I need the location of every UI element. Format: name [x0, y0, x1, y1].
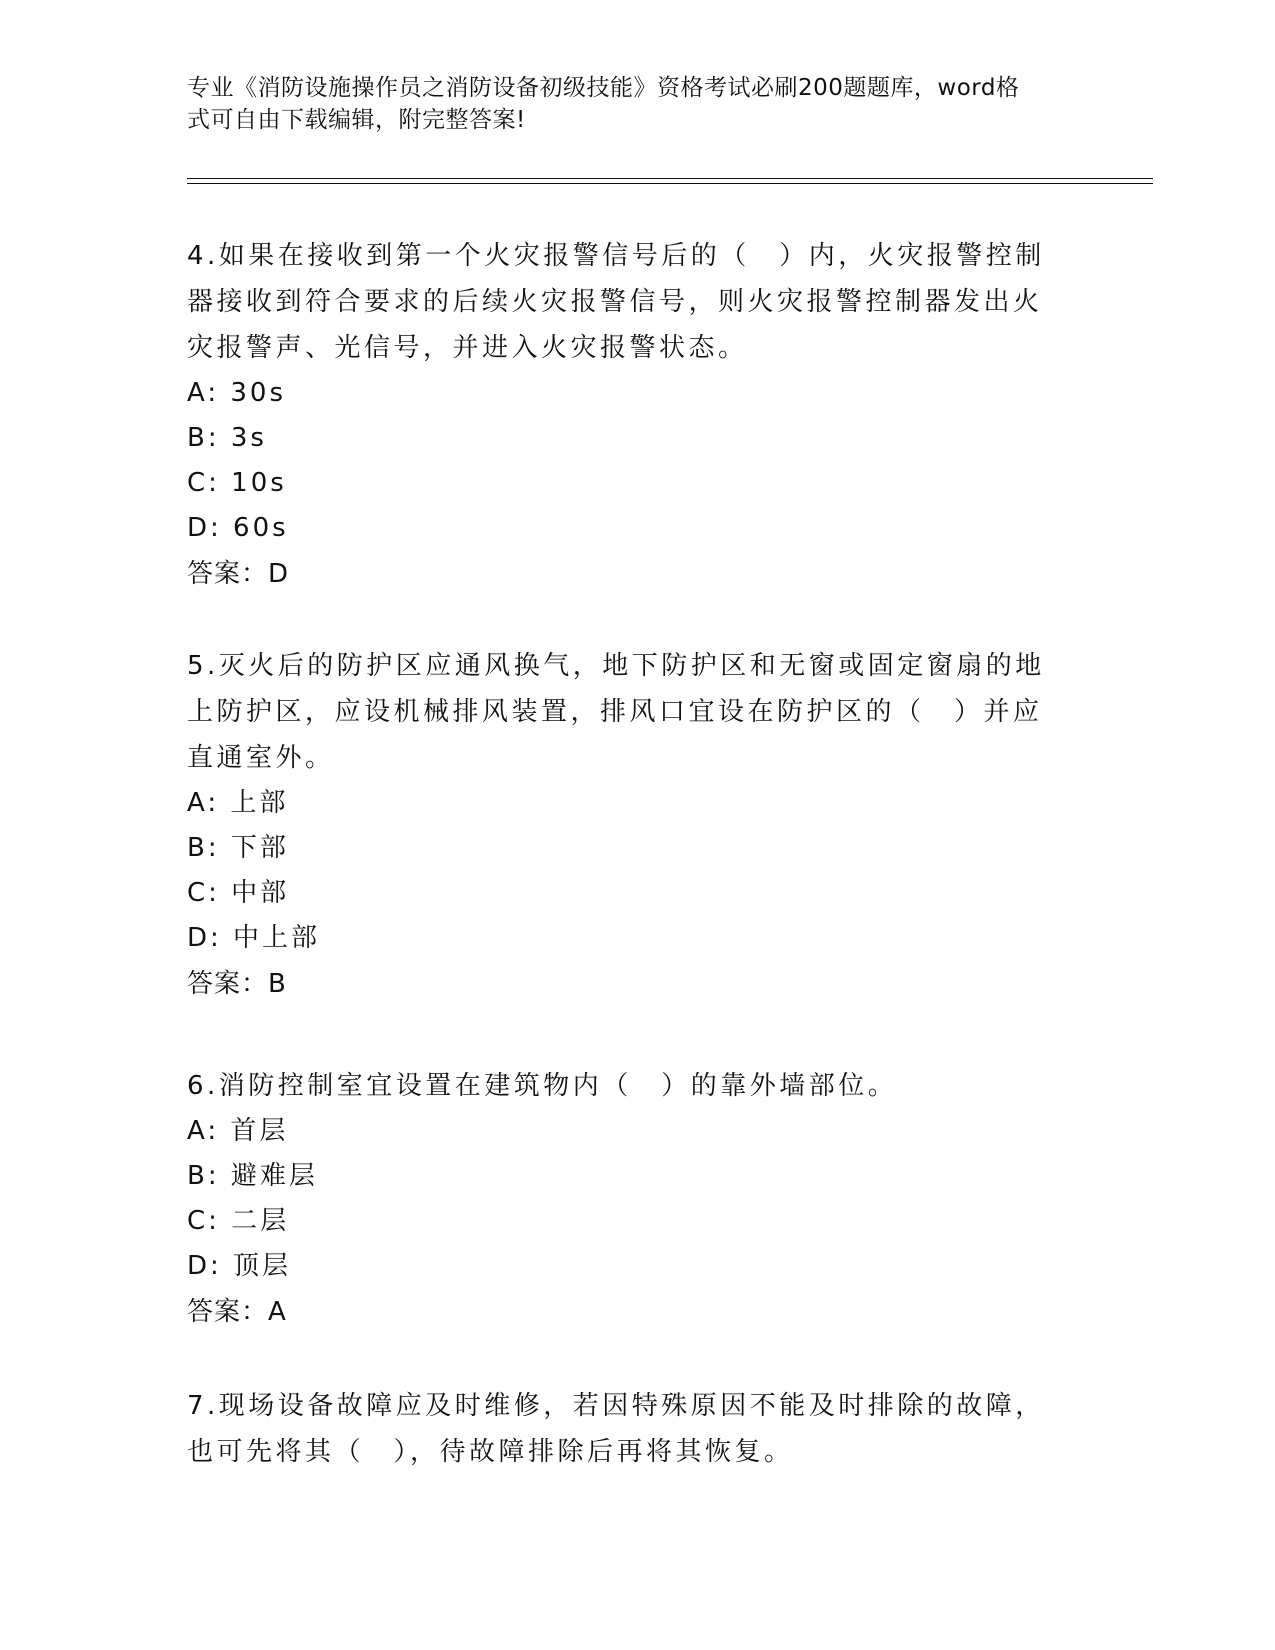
- option-c: C: 中部: [187, 878, 290, 908]
- option-b: B: 避难层: [187, 1161, 318, 1191]
- header-divider-top: [187, 178, 1153, 179]
- question-stem: 6.消防控制室宜设置在建筑物内（ ）的靠外墙部位。: [187, 1071, 898, 1101]
- option-d: D: 中上部: [187, 923, 321, 953]
- answer-line: 答案：A: [187, 1297, 287, 1327]
- header-line-2: 式可自由下载编辑，附完整答案!: [187, 107, 526, 133]
- option-d: D: 顶层: [187, 1251, 292, 1281]
- header-line-1: 专业《消防设施操作员之消防设备初级技能》资格考试必刷200题题库，word格: [187, 75, 1020, 101]
- question-6: [187, 1063, 1067, 1335]
- question-stem: 7.现场设备故障应及时维修，若因特殊原因不能及时排除的故障，也可先将其（ ），待故障排除后再将其恢复。: [187, 1391, 1045, 1467]
- option-a: A: 上部: [187, 788, 289, 818]
- question-5: [187, 643, 1067, 1007]
- option-c: C: 二层: [187, 1206, 290, 1236]
- header-divider-bottom: [187, 183, 1153, 184]
- option-d: D: 60s: [187, 513, 289, 543]
- question-4: [187, 233, 1067, 597]
- option-b: B: 3s: [187, 423, 267, 453]
- answer-line: 答案：B: [187, 969, 287, 999]
- document-header: [187, 72, 1067, 136]
- answer-line: 答案：D: [187, 559, 290, 589]
- option-a: A: 首层: [187, 1116, 289, 1146]
- option-c: C: 10s: [187, 468, 287, 498]
- option-b: B: 下部: [187, 833, 289, 863]
- question-7: [187, 1383, 1067, 1475]
- question-stem: 5.灭火后的防护区应通风换气，地下防护区和无窗或固定窗扇的地上防护区，应设机械排风装置，排风口宜设在防护区的（ ）并应直通室外。: [187, 651, 1045, 773]
- option-a: A: 30s: [187, 378, 286, 408]
- question-stem: 4.如果在接收到第一个火灾报警信号后的（ ）内，火灾报警控制器接收到符合要求的后续火灾报警信号，则火灾报警控制器发出火灾报警声、光信号，并进入火灾报警状态。: [187, 241, 1045, 363]
